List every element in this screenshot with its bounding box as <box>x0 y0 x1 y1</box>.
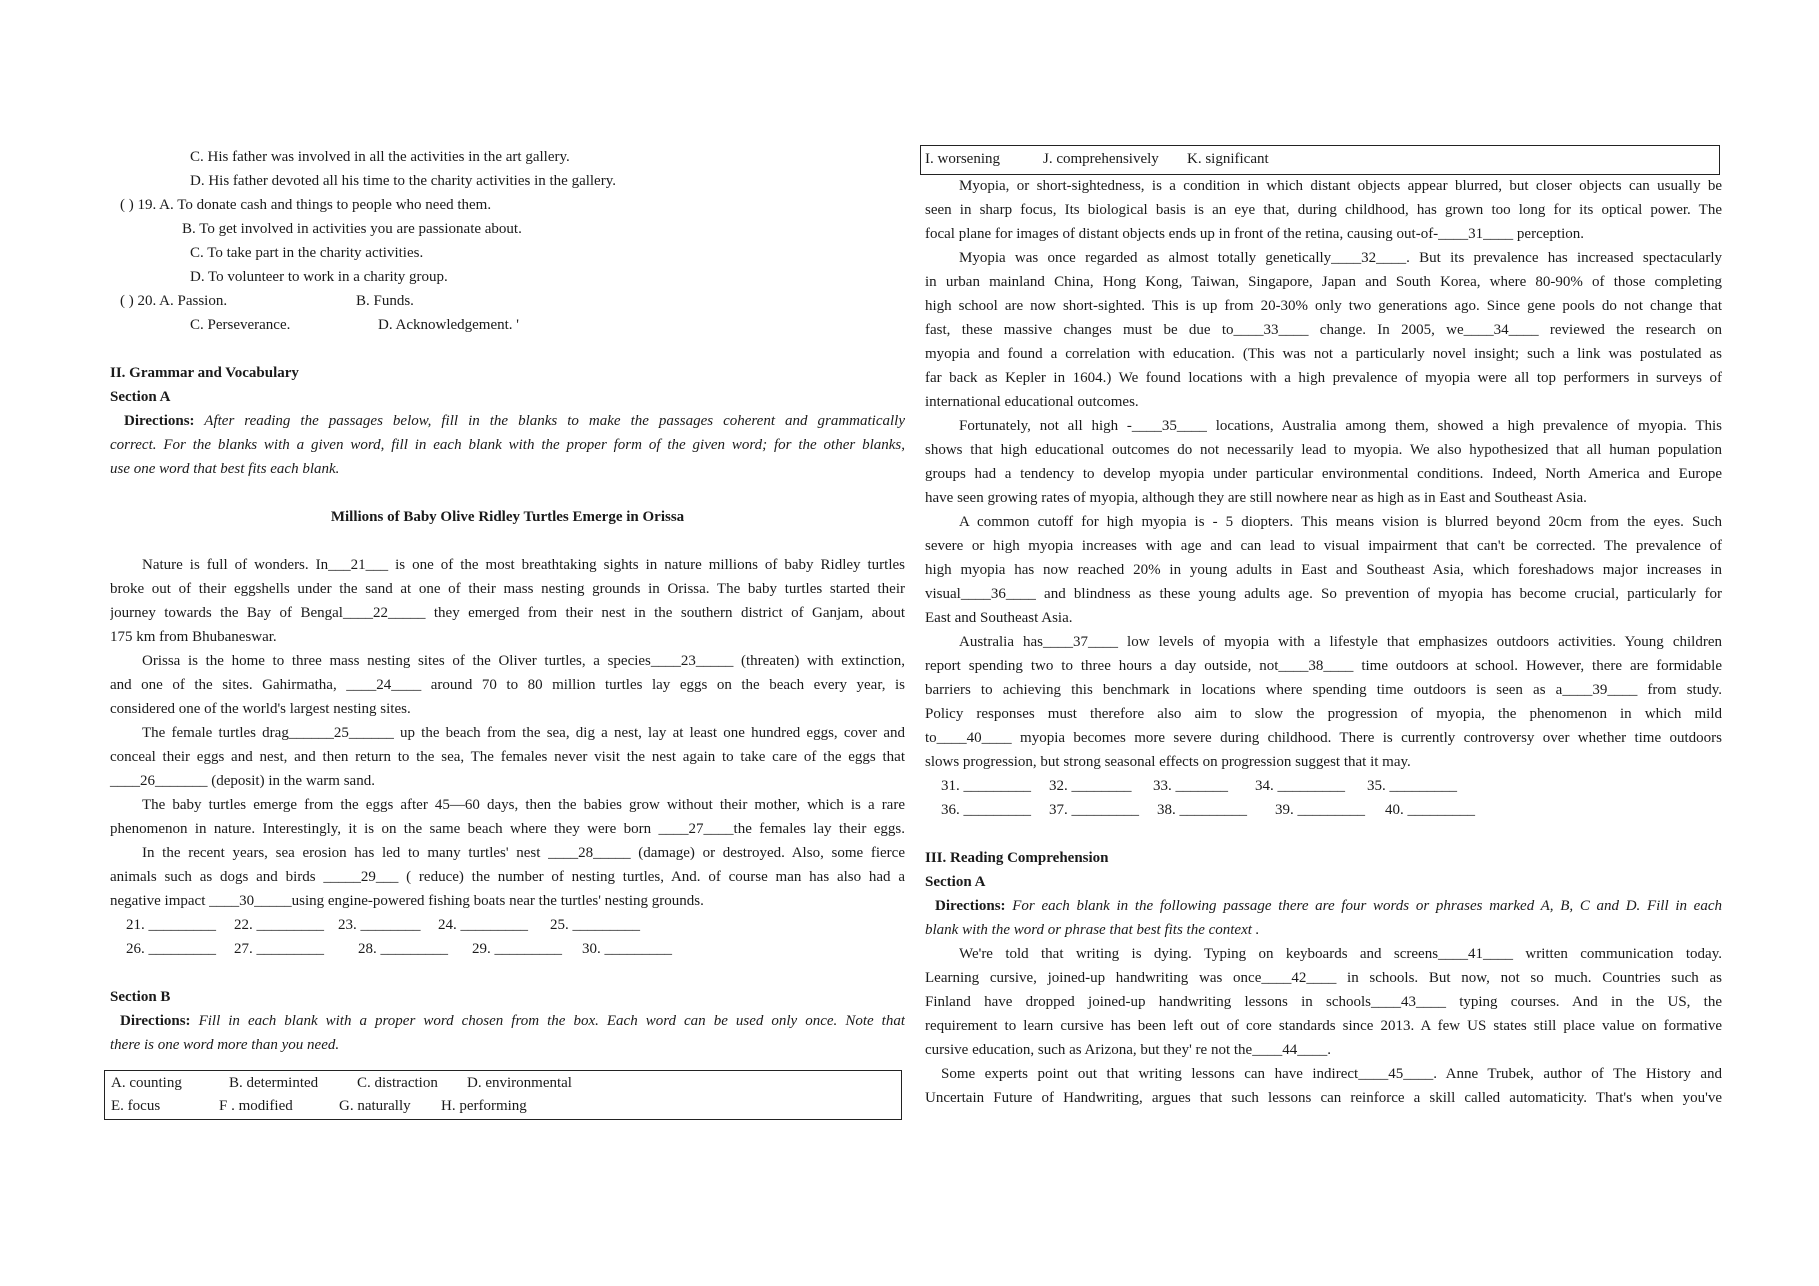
reading-directions-line2: blank with the word or phrase that best fits the context . <box>925 922 1260 938</box>
answer-blank-27: 27. _________ <box>234 941 324 957</box>
para1-line1: Nature is full of wonders. In___21___ is one of the most breathtaking sights in nature millions of baby Ridley turtles <box>142 557 905 573</box>
word-option-a: A. counting <box>111 1075 182 1091</box>
myopia-para2-line4: fast, these massive changes must be due to____33____ change. In 2005, we____34____ reviewed the research on <box>925 322 1722 338</box>
question-20-option-c <box>190 314 905 336</box>
answer-blank-25: 25. _________ <box>550 917 640 933</box>
writing-para1-line1: We're told that writing is dying. Typing on keyboards and screens____41____ written communication today. <box>959 946 1722 962</box>
word-box-row3 <box>925 148 1713 170</box>
myopia-para4-line4: visual____36____ and blindness as these young adults age. So prevention of myopia has become crucial, particularly for <box>925 586 1722 602</box>
myopia-para4-line5: East and Southeast Asia. <box>925 610 1073 626</box>
para5-line2: animals such as dogs and birds _____29___ ( reduce) the number of nesting turtles, And. of course man has also had a <box>110 869 905 885</box>
answer-blank-34: 34. _________ <box>1255 778 1345 794</box>
word-box-row2 <box>111 1095 895 1117</box>
myopia-para5-line5: to____40____ myopia becomes more severe during childhood. There is currently controversy over whether time outdoors <box>925 730 1722 746</box>
reading-directions-text1: For each blank in the following passage there are four words or phrases marked A, B, C and D. Fill in each <box>1012 898 1722 914</box>
myopia-para5-line1: Australia has____37____ low levels of myopia with a lifestyle that emphasizes outdoors activities. Young children <box>959 634 1722 650</box>
option-19d: D. To volunteer to work in a charity group. <box>190 269 448 285</box>
answer-blank-39: 39. _________ <box>1275 802 1365 818</box>
answer-blank-35: 35. _________ <box>1367 778 1457 794</box>
para1-line2: broke out of their eggshells under the sand at one of their mass nesting grounds in Orissa. The baby turtles started their <box>110 581 905 597</box>
answer-row-31-35 <box>941 775 1722 797</box>
answer-blank-38: 38. _________ <box>1157 802 1247 818</box>
answer-blank-24: 24. _________ <box>438 917 528 933</box>
myopia-para2-line1: Myopia was once regarded as almost totally genetically____32____. But its prevalence has increased spectacularly <box>959 250 1722 266</box>
word-option-g: G. naturally <box>339 1098 411 1114</box>
word-option-e: E. focus <box>111 1098 161 1114</box>
word-box-row1 <box>111 1072 895 1094</box>
option-19c: C. To take part in the charity activities. <box>190 245 424 261</box>
para4-line2: phenomenon in nature. Interestingly, it is on the same beach where they were born ____27____the females lay their eggs. <box>110 821 905 837</box>
para1-line4: 175 km from Bhubaneswar. <box>110 629 277 645</box>
answer-blank-23: 23. ________ <box>338 917 421 933</box>
myopia-para4-line2: severe or high myopia increases with age and can lead to visual impairment that can't be corrected. The prevalence of <box>925 538 1722 554</box>
writing-para1-line3: Finland have dropped joined-up handwriting lessons in schools____43____ typing courses. And in the US, the <box>925 994 1722 1010</box>
option-20d: D. Acknowledgement. ' <box>378 317 520 333</box>
myopia-para1-line1: Myopia, or short-sightedness, is a condition in which distant objects appear blurred, but closer objects can usually be <box>959 178 1722 194</box>
question-20-option-a <box>120 290 905 312</box>
directions-b-label: Directions: <box>120 1013 191 1029</box>
answer-blank-32: 32. ________ <box>1049 778 1132 794</box>
word-box-continued <box>920 145 1720 175</box>
myopia-para5-line6: slows progression, but strong seasonal effects on progression suggest that it may. <box>925 754 1411 770</box>
directions-a-text1: After reading the passages below, fill in the blanks to make the passages coherent and grammatically <box>204 413 905 429</box>
para2-line2: and one of the sites. Gahirmatha, ____24____ around 70 to 80 million turtles lay eggs on the beach every year, is <box>110 677 905 693</box>
part-title-grammar: II. Grammar and Vocabulary <box>110 365 299 381</box>
directions-a-line3: use one word that best fits each blank. <box>110 461 340 477</box>
myopia-para5-line3: barriers to achieving this benchmark in locations where spending time outdoors is seen as a____39____ from study. <box>925 682 1722 698</box>
passage-title: Millions of Baby Olive Ridley Turtles Emerge in Orissa <box>330 509 685 525</box>
para2-line1: Orissa is the home to three mass nesting sites of the Oliver turtles, a species____23_____ (threaten) with extinction, <box>142 653 905 669</box>
myopia-para2-line6: far back as Kepler in 1604.) We found locations with a high prevalence of myopia were all top performers in surveys of <box>925 370 1722 386</box>
writing-para2-line2: Uncertain Future of Handwriting, argues that such lessons can reinforce a skill called automaticity. That's when you've <box>925 1090 1722 1106</box>
myopia-para3-line2: shows that high educational outcomes do not necessarily lead to myopia. We also hypothesized that all human population <box>925 442 1722 458</box>
word-option-f: F . modified <box>219 1098 293 1114</box>
answer-blank-29: 29. _________ <box>472 941 562 957</box>
myopia-para5-line2: report spending two to three hours a day outside, not____38____ time outdoors at school. However, there are formidable <box>925 658 1722 674</box>
directions-b-text1: Fill in each blank with a proper word chosen from the box. Each word can be used only once. Note that <box>198 1013 905 1029</box>
answer-row-26-30 <box>126 938 905 960</box>
answer-row-36-40 <box>941 799 1722 821</box>
directions-b-line2: there is one word more than you need. <box>110 1037 340 1053</box>
section-b-heading: Section B <box>110 989 171 1005</box>
word-option-h: H. performing <box>441 1098 527 1114</box>
myopia-para4-line3: high myopia has now reached 20% in young adults in East and Southeast Asia, which foreshadows major increases in <box>925 562 1722 578</box>
para1-line3: journey towards the Bay of Bengal____22_____ they emerged from their nest in the southern district of Ganjam, about <box>110 605 905 621</box>
myopia-para3-line1: Fortunately, not all high -____35____ locations, Australia among them, showed a high prevalence of myopia. This <box>959 418 1722 434</box>
answer-row-21-25 <box>126 914 905 936</box>
directions-a-line2: correct. For the blanks with a given word, fill in each blank with the proper form of the given word; for the other blanks, <box>110 437 905 453</box>
myopia-para2-line5: myopia and found a correlation with education. (This was not a particularly novel insight; such a link was postulated as <box>925 346 1722 362</box>
word-option-b: B. determinted <box>229 1075 319 1091</box>
myopia-para1-line3: focal plane for images of distant objects ends up in front of the retina, causing out-of-____31____ perception. <box>925 226 1584 242</box>
answer-blank-21: 21. _________ <box>126 917 216 933</box>
option-19b: B. To get involved in activities you are passionate about. <box>182 221 522 237</box>
answer-blank-26: 26. _________ <box>126 941 216 957</box>
myopia-para5-line4: Policy responses must therefore also aim to slow the progression of myopia, the phenomenon in which mild <box>925 706 1722 722</box>
option-18d: D. His father devoted all his time to the charity activities in the gallery. <box>190 173 616 189</box>
myopia-para1-line2: seen in sharp focus, Its biological basis is an eye that, during childhood, has grown too long for its optical power. The <box>925 202 1722 218</box>
para5-line1: In the recent years, sea erosion has led to many turtles' nest ____28_____ (damage) or destroyed. Also, some fierce <box>142 845 905 861</box>
reading-directions-label: Directions: <box>935 898 1006 914</box>
answer-blank-22: 22. _________ <box>234 917 324 933</box>
para4-line1: The baby turtles emerge from the eggs after 45—60 days, then the babies grow without their mother, which is a rare <box>142 797 905 813</box>
directions-label: Directions: <box>124 413 195 429</box>
word-option-i: I. worsening <box>925 151 1000 167</box>
myopia-para2-line2: in urban mainland China, Hong Kong, Taiwan, Singapore, Japan and South Korea, where 80-90% of those completing <box>925 274 1722 290</box>
answer-blank-31: 31. _________ <box>941 778 1031 794</box>
writing-para1-line5: cursive education, such as Arizona, but they' re not the____44____. <box>925 1042 1331 1058</box>
reading-section-a-heading: Section A <box>925 874 986 890</box>
writing-para1-line4: requirement to learn cursive has been left out of core standards since 2013. A few US states still place value on formative <box>925 1018 1722 1034</box>
myopia-para4-line1: A common cutoff for high myopia is - 5 diopters. This means vision is blurred beyond 20cm from the eyes. Such <box>959 514 1722 530</box>
reading-directions-line1 <box>935 895 1722 917</box>
option-20b: B. Funds. <box>356 293 414 309</box>
section-a-heading: Section A <box>110 389 171 405</box>
part-title-reading: III. Reading Comprehension <box>925 850 1109 866</box>
myopia-para3-line4: have seen growing rates of myopia, although they are still nowhere near as high as in East and Southeast Asia. <box>925 490 1587 506</box>
answer-blank-37: 37. _________ <box>1049 802 1139 818</box>
para2-line3: considered one of the world's largest nesting sites. <box>110 701 411 717</box>
para3-line1: The female turtles drag______25______ up the beach from the sea, dig a nest, lay at least one hundred eggs, cover and <box>142 725 905 741</box>
answer-blank-30: 30. _________ <box>582 941 672 957</box>
option-20c: C. Perseverance. <box>190 317 291 333</box>
para3-line2: conceal their eggs and nest, and then return to the sea, The females never visit the nest again to take care of the eggs that <box>110 749 905 765</box>
word-option-d: D. environmental <box>467 1075 572 1091</box>
word-option-j: J. comprehensively <box>1043 151 1159 167</box>
option-20a: ( ) 20. A. Passion. <box>120 293 228 309</box>
answer-blank-40: 40. _________ <box>1385 802 1475 818</box>
answer-blank-36: 36. _________ <box>941 802 1031 818</box>
directions-a-line1 <box>124 410 905 432</box>
myopia-para2-line3: high school are now short-sighted. This is up from 20-30% only two generations ago. Since gene pools do not change that <box>925 298 1722 314</box>
option-18c: C. His father was involved in all the activities in the art gallery. <box>190 149 570 165</box>
question-19-option-a: ( ) 19. A. To donate cash and things to people who need them. <box>120 197 492 213</box>
word-box <box>104 1070 902 1120</box>
para3-line3: ____26_______ (deposit) in the warm sand. <box>110 773 375 789</box>
writing-para2-line1: Some experts point out that writing lessons can have indirect____45____. Anne Trubek, author of The History and <box>941 1066 1722 1082</box>
myopia-para3-line3: groups had a tendency to develop myopia under particular environmental conditions. Indeed, North America and Europe <box>925 466 1722 482</box>
word-option-c: C. distraction <box>357 1075 438 1091</box>
myopia-para2-line7: international educational outcomes. <box>925 394 1139 410</box>
word-option-k: K. significant <box>1187 151 1269 167</box>
answer-blank-28: 28. _________ <box>358 941 448 957</box>
writing-para1-line2: Learning cursive, joined-up handwriting was once____42____ in schools. But now, not so much. Countries such as <box>925 970 1722 986</box>
directions-b-line1 <box>120 1010 905 1032</box>
para5-line3: negative impact ____30_____using engine-powered fishing boats near the turtles' nesting grounds. <box>110 893 704 909</box>
answer-blank-33: 33. _______ <box>1153 778 1228 794</box>
